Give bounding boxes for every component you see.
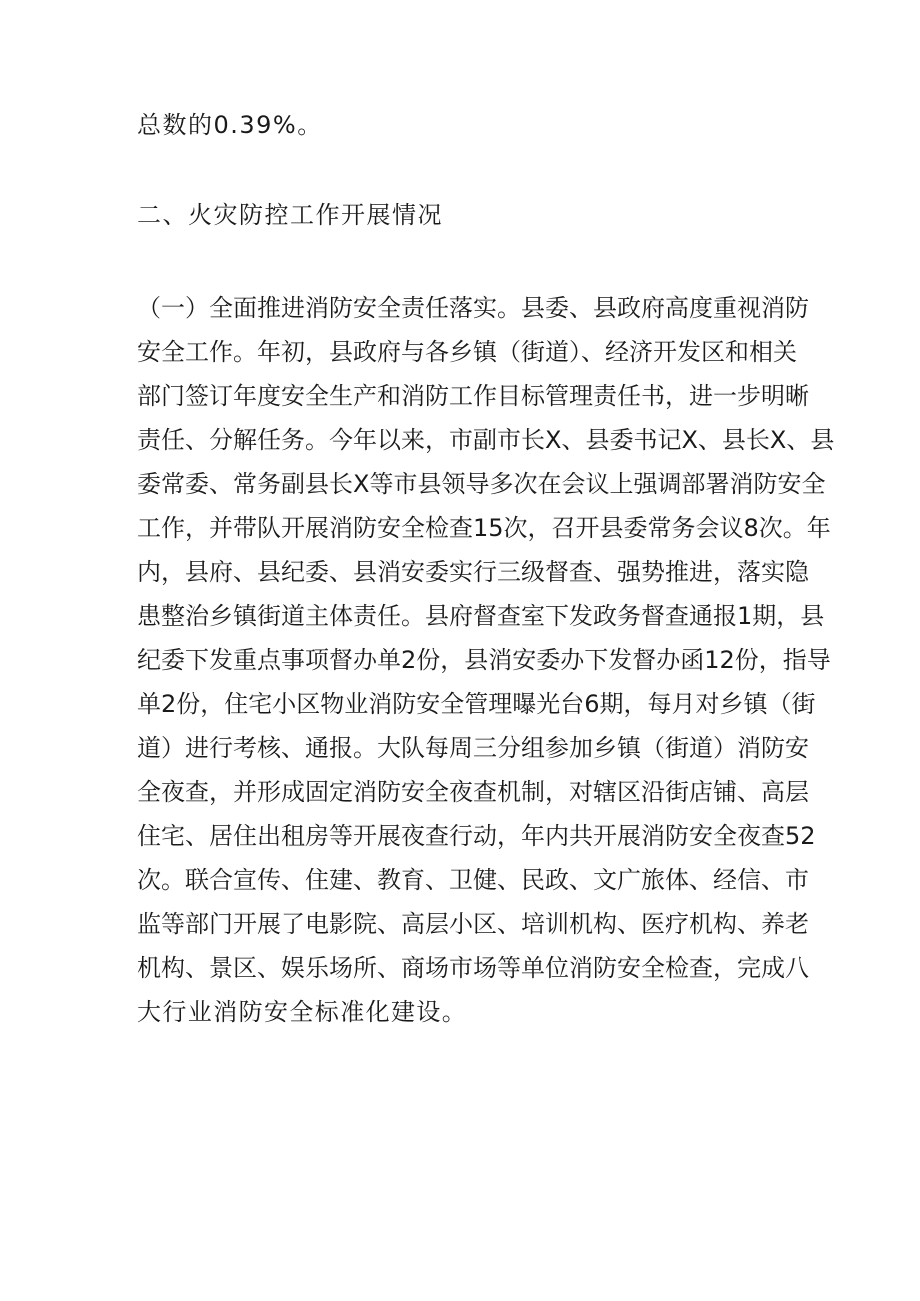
paragraph-line: （一）全面推进消防安全责任落实。县委、县政府高度重视消防 bbox=[137, 294, 809, 322]
continuation-line: 总数的0.39%。 bbox=[137, 111, 323, 139]
paragraph-line: 机构、景区、娱乐场所、商场市场等单位消防安全检查，完成八 bbox=[137, 954, 809, 982]
paragraph-line: 道）进行考核、通报。大队每周三分组参加乡镇（街道）消防安 bbox=[137, 734, 809, 762]
paragraph-line: 部门签订年度安全生产和消防工作目标管理责任书，进一步明晰 bbox=[137, 382, 809, 410]
paragraph-line: 内，县府、县纪委、县消安委实行三级督查、强势推进，落实隐 bbox=[137, 558, 809, 586]
paragraph-line: 责任、分解任务。今年以来，市副市长X、县委书记X、县长X、县 bbox=[137, 426, 835, 454]
paragraph-line: 委常委、常务副县长X等市县领导多次在会议上强调部署消防安全 bbox=[137, 470, 826, 498]
paragraph-line: 监等部门开展了电影院、高层小区、培训机构、医疗机构、养老 bbox=[137, 910, 809, 938]
paragraph-line: 全夜查，并形成固定消防安全夜查机制，对辖区沿街店铺、高层 bbox=[137, 778, 809, 806]
paragraph-line: 患整治乡镇街道主体责任。县府督查室下发政务督查通报1期，县 bbox=[137, 602, 825, 630]
paragraph-line: 单2份，住宅小区物业消防安全管理曝光台6期，每月对乡镇（街 bbox=[137, 690, 816, 718]
paragraph-line: 住宅、居住出租房等开展夜查行动，年内共开展消防安全夜查52 bbox=[137, 822, 816, 850]
section-heading: 二、火灾防控工作开展情况 bbox=[137, 201, 443, 229]
paragraph-line: 次。联合宣传、住建、教育、卫健、民政、文广旅体、经信、市 bbox=[137, 866, 809, 894]
paragraph-line: 安全工作。年初，县政府与各乡镇（街道）、经济开发区和相关 bbox=[137, 338, 797, 366]
paragraph-line: 工作，并带队开展消防安全检查15次，召开县委常务会议8次。年 bbox=[137, 514, 831, 542]
paragraph-line: 纪委下发重点事项督办单2份，县消安委办下发督办函12份，指导 bbox=[137, 646, 831, 674]
paragraph-last-line: 大行业消防安全标准化建设。 bbox=[137, 998, 468, 1026]
